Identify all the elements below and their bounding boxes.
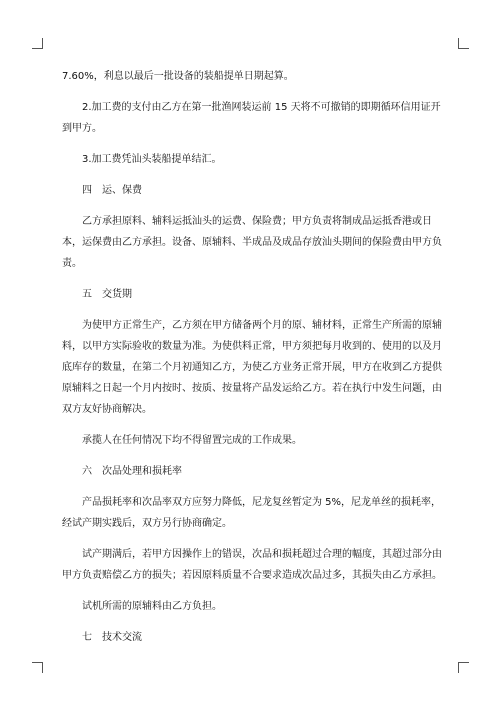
paragraph-delivery: 为使甲方正常生产，乙方须在甲方储备两个月的原、辅材料，正常生产所需的原辅料，以甲方实际验收的数量为准。为使供料正常，甲方须把每月收到的、使用的以及月底库存的数量，在第二个月初通知乙方，为使乙方业务正常开展，甲方在收到乙方提供原辅料之日起一个月内按时、按质、按量将产品发运给乙方。若在执行中发生问题，由双方友好协商解决。	[62, 320, 442, 415]
crop-mark-bottom-left	[32, 662, 43, 673]
section-heading-freight-insurance: 四 运、保费	[82, 185, 142, 196]
crop-mark-top-right	[458, 38, 469, 49]
section-heading-defects-loss: 六 次品处理和损耗率	[82, 466, 182, 477]
paragraph-compensation: 试产期满后，若甲方因操作上的错误，次品和损耗超过合理的幅度，其超过部分由甲方负责赔偿乙方的损失；若因原料质量不合要求造成次品过多，其损失由乙方承担。	[62, 549, 442, 581]
crop-mark-top-left	[32, 38, 43, 49]
crop-mark-bottom-right	[458, 662, 469, 673]
paragraph-no-lien: 承揽人在任何情况下均不得留置完成的工作成果。	[82, 435, 302, 446]
section-heading-technical-exchange: 七 技术交流	[82, 632, 142, 643]
section-heading-delivery: 五 交货期	[82, 289, 132, 300]
paragraph-settlement: 3.加工费凭汕头装船提单结汇。	[82, 154, 222, 165]
paragraph-interest-clause: 7.60%，利息以最后一批设备的装船提单日期起算。	[62, 71, 294, 82]
paragraph-trial-materials: 试机所需的原辅料由乙方负担。	[82, 601, 222, 612]
paragraph-payment-letter-of-credit: 2.加工费的支付由乙方在第一批渔网装运前 15 天将不可撤销的即期循环信用证开到甲方。	[62, 102, 441, 134]
paragraph-freight-insurance: 乙方承担原料、辅料运抵汕头的运费、保险费；甲方负责将制成品运抵香港或日本，运保费由乙方承担。设备、原辅料、半成品及成品存放汕头期间的保险费由甲方负责。	[62, 216, 442, 269]
paragraph-loss-rate: 产品损耗率和次品率双方应努力降低，尼龙复丝暂定为 5%，尼龙单丝的损耗率，经试产期实践后，双方另行协商确定。	[62, 497, 442, 529]
document-page	[62, 66, 442, 648]
